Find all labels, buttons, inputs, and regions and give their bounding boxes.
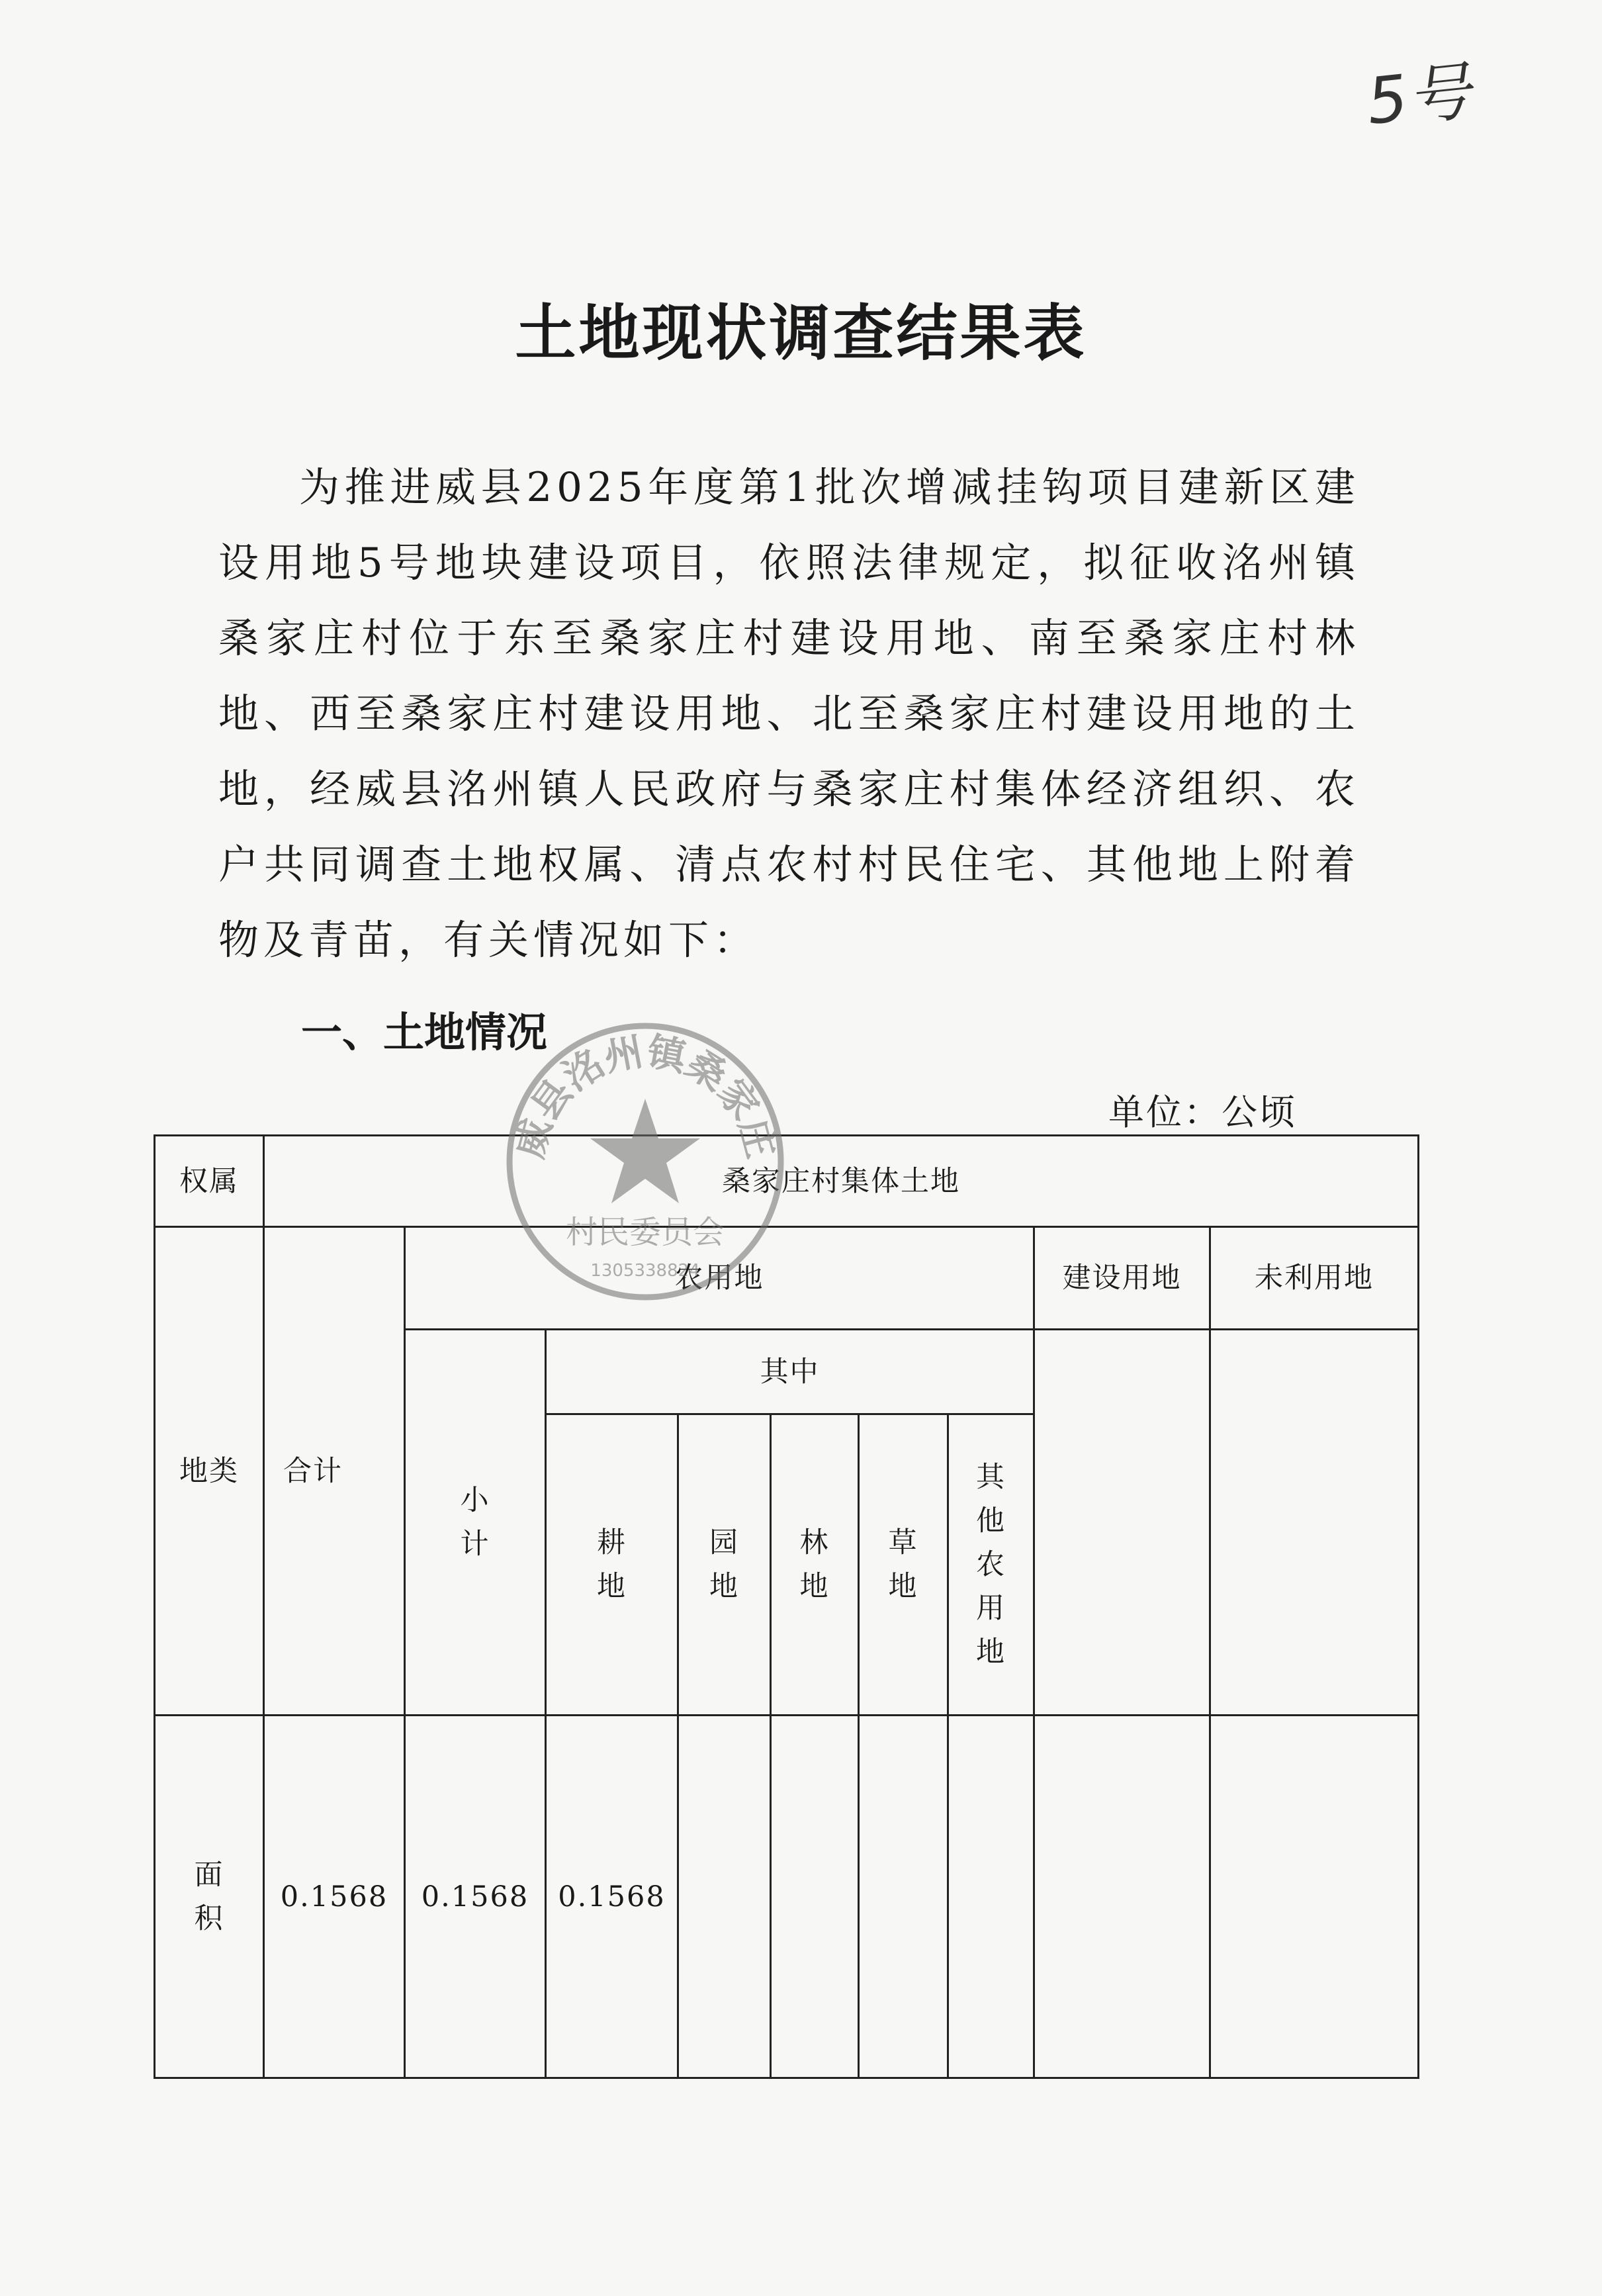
- seal-bottom-text: 村民委员会: [565, 1214, 725, 1251]
- land-type-label: 地类: [155, 1227, 264, 1716]
- area-grass: [859, 1716, 948, 2078]
- section-heading: 一、土地情况: [301, 1008, 548, 1056]
- other-agri-label: 其他农用地: [976, 1461, 1006, 1669]
- among-label: 其中: [546, 1330, 1034, 1414]
- page-title: 土地现状调查结果表: [515, 298, 1087, 369]
- handwritten-page-number: 5号: [1363, 54, 1475, 139]
- area-forest: [771, 1716, 859, 2078]
- ownership-label: 权属: [155, 1136, 264, 1227]
- cultivated-label: 耕地: [597, 1526, 627, 1603]
- grass-header-cell: [859, 1414, 948, 1716]
- unit-label: 单位：公顷: [1108, 1091, 1297, 1133]
- intro-paragraph: 为推进威县2025年度第1批次增减挂钩项目建新区建设用地5号地块建设项目，依照法律规定，拟征收洺州镇桑家庄村位于东至桑家庄村建设用地、南至桑家庄村林地、西至桑家庄村建设用地、北至桑家庄村建设用地的土地，经威县洺州镇人民政府与桑家庄村集体经济组织、农户共同调查土地权属、清点农村村民住宅、其他地上附着物及青苗，有关情况如下：: [218, 464, 1360, 964]
- official-seal: [496, 1013, 794, 1310]
- seal-code: 1305338824: [590, 1261, 700, 1281]
- cultivated-header-cell: [546, 1414, 678, 1716]
- ownership-value: 桑家庄村集体土地: [264, 1136, 1419, 1227]
- grass-label: 草地: [888, 1526, 918, 1603]
- seal-star: [590, 1099, 700, 1203]
- area-subtotal: 0.1568: [405, 1716, 546, 2078]
- area-label-cell: [155, 1716, 264, 2078]
- area-garden: [678, 1716, 771, 2078]
- subtotal-label: 小计: [460, 1484, 490, 1561]
- subtotal-header-cell: [405, 1330, 546, 1716]
- construction-header-blank: [1034, 1330, 1210, 1716]
- area-total: 0.1568: [264, 1716, 405, 2078]
- forest-label: 林地: [799, 1526, 830, 1603]
- forest-header-cell: [771, 1414, 859, 1716]
- other-agri-header-cell: [948, 1414, 1034, 1716]
- construction-land-label: 建设用地: [1034, 1227, 1210, 1330]
- garden-label: 园地: [709, 1526, 739, 1603]
- area-cultivated: 0.1568: [546, 1716, 678, 2078]
- unused-land-label: 未利用地: [1210, 1227, 1419, 1330]
- area-label: 面积: [194, 1858, 224, 1935]
- area-other-agri: [948, 1716, 1034, 2078]
- unused-header-blank: [1210, 1330, 1419, 1716]
- garden-header-cell: [678, 1414, 771, 1716]
- area-construction: [1034, 1716, 1210, 2078]
- area-unused: [1210, 1716, 1419, 2078]
- total-label: 合计: [264, 1227, 405, 1716]
- seal-ring-text: 威县洺州镇桑家庄: [506, 1029, 784, 1163]
- agri-land-label: 农用地: [405, 1227, 1034, 1330]
